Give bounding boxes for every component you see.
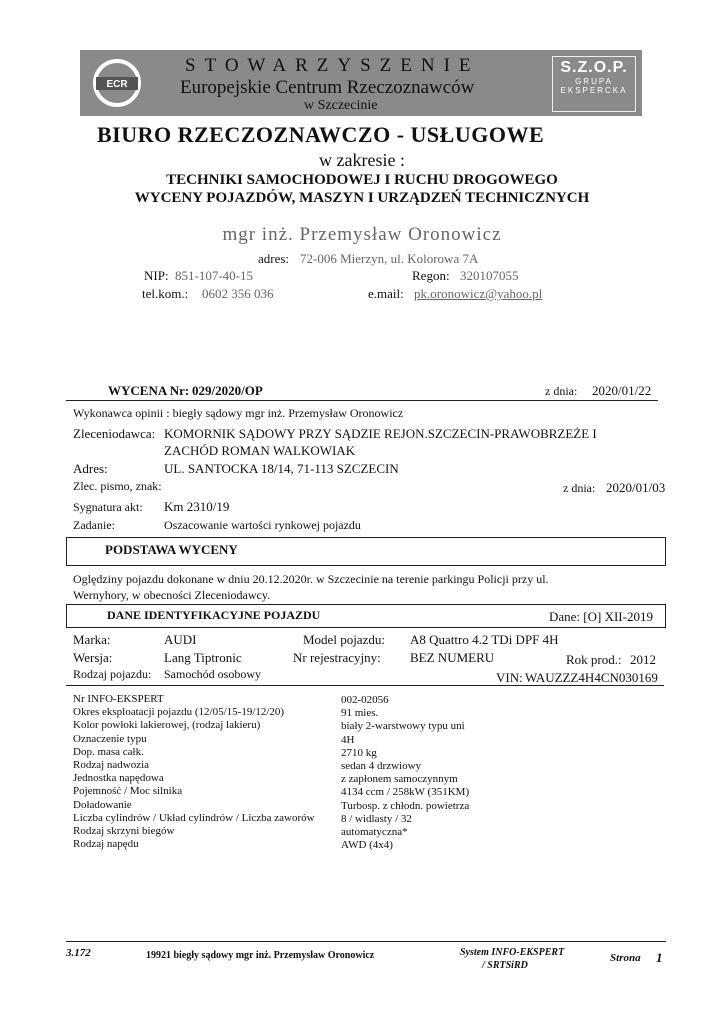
client-label: Zleceniodawca:	[73, 426, 156, 441]
case-value: Km 2310/19	[164, 499, 230, 514]
detail-label: Dop. masa całk.	[73, 745, 144, 758]
detail-value: 4H	[341, 733, 355, 746]
version-label: Wersja:	[73, 650, 113, 665]
basis-heading: PODSTAWA WYCENY	[105, 542, 238, 557]
valuation-number: 029/2020/OP	[192, 383, 263, 398]
year-value: 2012	[630, 652, 656, 667]
footer-divider	[66, 941, 666, 942]
banner-line1: STOWARZYSZENIE	[185, 55, 480, 76]
email-label: e.mail:	[368, 286, 404, 301]
make-label: Marka:	[73, 632, 111, 647]
detail-label: Okres eksploatacji pojazdu (12/05/15-19/12/20)	[73, 706, 285, 719]
detail-value: AWD (4x4)	[341, 839, 393, 852]
owner-name: mgr inż. Przemysław Oronowicz	[222, 224, 502, 245]
divider	[66, 685, 664, 686]
badge-line2: EKSPERCKA	[560, 86, 628, 95]
regon-value: 320107055	[460, 268, 519, 283]
scope-line2: WYCENY POJAZDÓW, MASZYN I URZĄDZEŃ TECHNICZNYCH	[134, 190, 590, 206]
divider	[66, 400, 658, 401]
detail-value: 002-02056	[341, 694, 389, 706]
detail-value: 91 mies.	[341, 707, 379, 720]
client-address: UL. SANTOCKA 18/14, 71-113 SZCZECIN	[164, 461, 399, 476]
ecr-logo	[88, 58, 146, 108]
detail-value: automatyczna*	[341, 826, 408, 838]
valuation-date-label: z dnia:	[545, 384, 578, 398]
detail-value: 8 / widlasty / 32	[341, 812, 412, 825]
valuation-date: 2020/01/22	[592, 383, 652, 398]
detail-value: Turbosp. z chłodn. powietrza	[341, 799, 470, 812]
badge-big: S.Z.O.P.	[560, 59, 628, 76]
version-value: Lang Tiptronic	[164, 650, 242, 665]
detail-label: Rodzaj skrzyni biegów	[73, 825, 175, 837]
vin-value: WAUZZZ4H4CN030169	[525, 670, 658, 685]
email-value: pk.oronowicz@yahoo.pl	[414, 286, 543, 301]
detail-label: Rodzaj nadwozia	[73, 759, 150, 771]
vin-label: VIN:	[496, 670, 523, 685]
vehicle-heading: DANE IDENTYFIKACYJNE POJAZDU	[107, 608, 321, 622]
case-label: Sygnatura akt:	[73, 500, 143, 514]
year-label: Rok prod.:	[566, 652, 622, 667]
tel-value: 0602 356 036	[202, 286, 274, 301]
type-value: Samochód osobowy	[164, 667, 261, 681]
detail-value: z zapłonem samoczynnym	[341, 773, 458, 786]
basis-line2: Wernyhory, w obecności Zleceniodawcy.	[73, 588, 271, 602]
detail-label: Rodzaj napędu	[73, 838, 139, 851]
detail-label: Doładowanie	[73, 798, 132, 811]
client-line2: ZACHÓD ROMAN WALKOWIAK	[164, 443, 356, 458]
badge-line1: GRUPA	[575, 77, 613, 86]
footer-code: 3.172	[66, 947, 91, 959]
footer-page-label: Strona	[610, 952, 641, 964]
footer-system-line2: / SRTSiRD	[482, 960, 528, 971]
detail-label: Oznaczenie typu	[73, 732, 147, 745]
vehicle-data-date: Dane: [O] XII-2019	[549, 609, 653, 624]
address-value: 72-006 Mierzyn, ul. Kolorowa 7A	[300, 251, 479, 266]
tel-label: tel.kom.:	[142, 286, 189, 301]
task-label: Zadanie:	[73, 518, 115, 532]
footer-expert: 19921 biegły sądowy mgr inż. Przemysław Oronowicz	[146, 950, 375, 961]
address-label: adres:	[258, 251, 290, 266]
detail-label: Jednostka napędowa	[73, 772, 164, 785]
detail-label: Pojemność / Moc silnika	[73, 785, 183, 798]
scope-line1: TECHNIKI SAMOCHODOWEJ I RUCHU DROGOWEGO	[166, 172, 558, 188]
letterhead-banner	[80, 50, 642, 116]
model-label: Model pojazdu:	[303, 632, 385, 647]
task-value: Oszacowanie wartości rynkowej pojazdu	[164, 518, 361, 532]
szop-badge	[552, 56, 636, 112]
footer-page-number: 1	[656, 950, 663, 965]
reg-label: Nr rejestracyjny:	[293, 650, 381, 665]
client-address-label: Adres:	[73, 461, 108, 476]
make-value: AUDI	[164, 632, 197, 647]
valuation-number-label: WYCENA Nr:	[108, 383, 190, 398]
office-subtitle: w zakresie :	[319, 150, 405, 170]
detail-value: sedan 4 drzwiowy	[341, 760, 422, 772]
basis-line1: Oględziny pojazdu dokonane w dniu 20.12.2020r. w Szczecinie na terenie parkingu Policji przy ul.	[73, 572, 549, 586]
detail-label: Liczba cylindrów / Układ cylindrów / Liczba zaworów	[73, 811, 315, 824]
contractor: Wykonawca opinii : biegły sądowy mgr inż. Przemysław Oronowicz	[73, 406, 404, 420]
letter-date-label: z dnia:	[563, 481, 596, 495]
regon-label: Regon:	[412, 268, 450, 283]
type-label: Rodzaj pojazdu:	[73, 667, 152, 681]
reg-value: BEZ NUMERU	[410, 650, 495, 665]
footer-system-line1: System INFO-EKSPERT	[460, 947, 565, 958]
client-line1: KOMORNIK SĄDOWY PRZY SĄDZIE REJON.SZCZECIN-PRAWOBRZEŻE I	[164, 426, 597, 441]
office-title: BIURO RZECZOZNAWCZO - USŁUGOWE	[97, 122, 545, 147]
detail-value: biały 2-warstwowy typu uni	[341, 720, 465, 733]
letter-date: 2020/01/03	[606, 480, 666, 495]
detail-label: Kolor powłoki lakierowej, (rodzaj lakieru)	[73, 719, 261, 732]
detail-value: 4134 ccm / 258kW (351KM)	[341, 786, 470, 799]
letter-label: Zlec. pismo, znak:	[73, 479, 162, 493]
nip-value: 851-107-40-15	[175, 268, 253, 283]
banner-line2: Europejskie Centrum Rzeczoznawców	[180, 77, 475, 98]
nip-label: NIP:	[144, 268, 169, 283]
detail-value: 2710 kg	[341, 746, 377, 759]
model-value: A8 Quattro 4.2 TDi DPF 4H	[410, 632, 559, 647]
banner-line3: w Szczecinie	[304, 98, 378, 113]
svg-text:ECR: ECR	[106, 79, 128, 90]
detail-label: Nr INFO-EKSPERT	[73, 693, 164, 705]
